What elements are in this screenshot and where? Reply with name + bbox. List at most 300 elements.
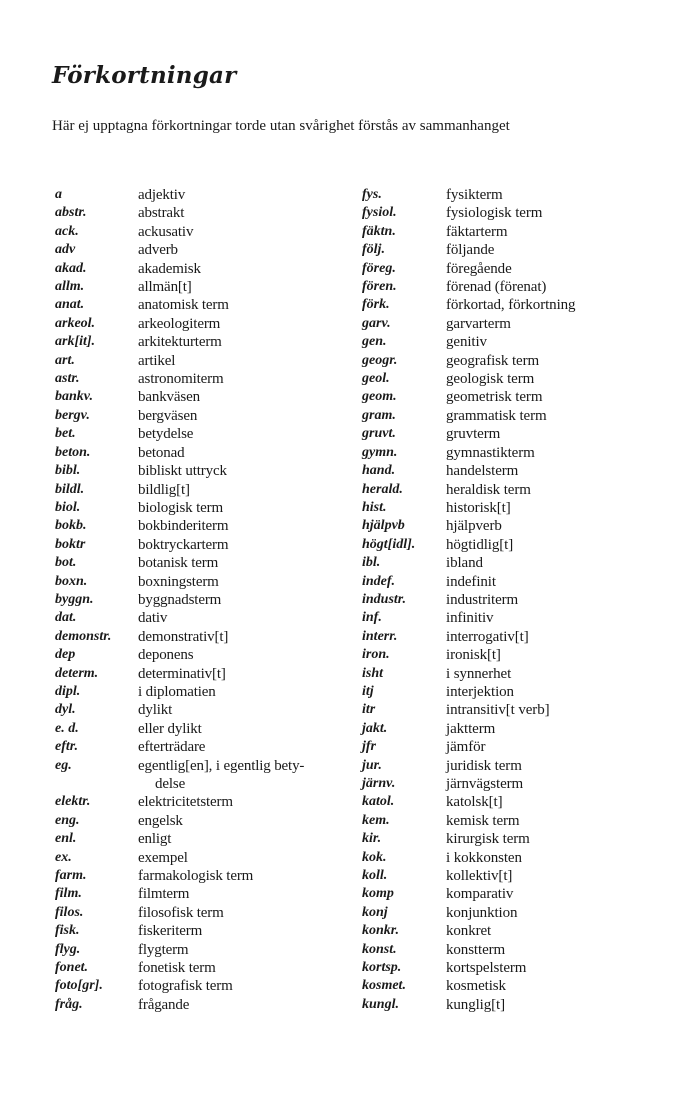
abbreviation-definition (446, 260, 662, 278)
abbreviation-entry (362, 830, 662, 848)
abbreviation: gen. (362, 334, 387, 350)
abbreviation: foto[gr]. (55, 978, 103, 994)
definition-text: dylikt (138, 702, 173, 719)
definition-text: biologisk term (138, 499, 223, 516)
abbreviation-definition (138, 333, 360, 351)
definition-text: filmterm (138, 886, 190, 903)
abbreviation-definition (446, 352, 662, 370)
abbreviation-definition (446, 720, 662, 738)
abbreviation: bildl. (55, 481, 85, 497)
abbreviation: eng. (55, 812, 80, 828)
abbreviation-list-right (362, 186, 662, 1014)
abbreviation: industr. (362, 591, 406, 607)
abbreviation-entry (55, 628, 360, 646)
abbreviation-definition (138, 481, 360, 499)
abbreviation-entry (55, 757, 360, 794)
abbreviation: gruvt. (362, 426, 396, 442)
abbreviation-definition (138, 959, 360, 977)
abbreviation: jfr (362, 739, 376, 755)
definition-text: eller dylikt (138, 720, 202, 737)
abbreviation-entry (362, 186, 662, 204)
abbreviation: boktr (55, 536, 86, 552)
abbreviation-definition (138, 573, 360, 591)
abbreviation-definition (446, 757, 662, 775)
abbreviation-definition (138, 628, 360, 646)
abbreviation-definition (138, 517, 360, 535)
abbreviation-definition (446, 333, 662, 351)
abbreviation-definition (446, 554, 662, 572)
abbreviation: flyg. (55, 941, 81, 957)
definition-text: garvarterm (446, 315, 511, 332)
abbreviation: isht (362, 665, 384, 681)
abbreviation-entry (55, 554, 360, 572)
abbreviation-entry (55, 793, 360, 811)
abbreviation-definition (138, 701, 360, 719)
definition-text: intransitiv[t verb] (446, 702, 550, 719)
abbreviation: byggn. (55, 591, 94, 607)
abbreviation-definition (138, 536, 360, 554)
definition-text: adjektiv (138, 187, 186, 203)
abbreviation: kungl. (362, 996, 399, 1012)
abbreviation-entry (362, 738, 662, 756)
abbreviation-definition (138, 904, 360, 922)
abbreviation-entry (362, 885, 662, 903)
definition-text: föregående (446, 260, 512, 277)
abbreviation-entry (55, 352, 360, 370)
definition-text: geometrisk term (446, 389, 543, 406)
abbreviation-definition (446, 278, 662, 296)
abbreviation: fys. (362, 187, 382, 202)
abbreviation: ibl. (362, 555, 381, 571)
definition-text: historisk[t] (446, 499, 511, 516)
definition-text: ibland (446, 555, 483, 572)
definition-text: botanisk term (138, 555, 219, 572)
definition-continuation: delse (155, 776, 186, 792)
abbreviation-definition (138, 315, 360, 333)
abbreviation-entry (55, 904, 360, 922)
definition-text: flygterm (138, 941, 189, 958)
abbreviation: gram. (362, 407, 396, 423)
abbreviation: ark[it]. (55, 334, 96, 350)
abbreviation-definition (446, 793, 662, 811)
abbreviation-entry (362, 812, 662, 830)
abbreviation-entry (362, 499, 662, 517)
abbreviation: gymn. (362, 444, 398, 460)
definition-text: geologisk term (446, 371, 535, 388)
definition-text: fysiologisk term (446, 205, 543, 222)
abbreviation: geom. (362, 389, 397, 405)
abbreviation: kir. (362, 831, 382, 847)
definition-text: interrogativ[t] (446, 628, 529, 645)
abbreviation-entry (362, 204, 662, 222)
abbreviation-definition (446, 646, 662, 664)
definition-text: förenad (förenat) (446, 279, 547, 296)
abbreviation-entry (55, 462, 360, 480)
abbreviation: a (55, 187, 62, 202)
abbreviation: anat. (55, 297, 85, 313)
abbreviation: fysiol. (362, 205, 397, 221)
abbreviation: determ. (55, 665, 99, 681)
definition-text: kemisk term (446, 812, 520, 829)
definition-text: akademisk (138, 260, 201, 277)
abbreviation-definition (446, 867, 662, 885)
abbreviation: interr. (362, 628, 398, 644)
definition-text: bibliskt uttryck (138, 463, 227, 480)
abbreviation: herald. (362, 481, 403, 497)
abbreviation: konst. (362, 941, 397, 957)
abbreviation-entry (55, 720, 360, 738)
definition-text: kirurgisk term (446, 831, 530, 848)
abbreviation-entry (55, 885, 360, 903)
abbreviation-definition (446, 701, 662, 719)
abbreviation: jur. (362, 757, 382, 773)
abbreviation: boxn. (55, 573, 88, 589)
definition-text: följande (446, 242, 495, 259)
abbreviation-entry (362, 296, 662, 314)
abbreviation-definition (138, 241, 360, 259)
definition-text: jämför (446, 739, 486, 756)
abbreviation: högt[idl]. (362, 536, 416, 552)
definition-text: demonstrativ[t] (138, 628, 229, 645)
abbreviation-entry (55, 573, 360, 591)
abbreviation: fonet. (55, 960, 89, 976)
abbreviation-definition (446, 830, 662, 848)
abbreviation-definition (446, 481, 662, 499)
abbreviation: e. d. (55, 720, 79, 736)
abbreviation-entry (55, 665, 360, 683)
abbreviation: föreg. (362, 260, 396, 276)
abbreviation: biol. (55, 499, 81, 515)
abbreviation-definition (138, 867, 360, 885)
abbreviation-entry (55, 922, 360, 940)
abbreviation-entry (362, 425, 662, 443)
abbreviation: bet. (55, 426, 76, 442)
abbreviation: katol. (362, 794, 395, 810)
definition-text: gruvterm (446, 426, 501, 443)
definition-text: artikel (138, 352, 176, 369)
abbreviation: inf. (362, 610, 382, 626)
definition-text: bergväsen (138, 407, 198, 424)
abbreviation-entry (55, 536, 360, 554)
abbreviation-definition (138, 941, 360, 959)
abbreviation-entry (55, 186, 360, 204)
definition-text: interjektion (446, 683, 514, 700)
abbreviation-entry (55, 370, 360, 388)
abbreviation-definition (138, 922, 360, 940)
definition-text: astronomiterm (138, 371, 224, 388)
abbreviation-entry (55, 591, 360, 609)
abbreviation-definition (138, 352, 360, 370)
abbreviation-definition (138, 609, 360, 627)
abbreviation-entry (55, 701, 360, 719)
abbreviation-entry (362, 315, 662, 333)
definition-text: bankväsen (138, 389, 200, 406)
abbreviation: dipl. (55, 683, 81, 699)
abbreviation-entry (362, 591, 662, 609)
abbreviation-entry (55, 941, 360, 959)
definition-text: heraldisk term (446, 481, 531, 498)
abbreviation: elektr. (55, 794, 91, 810)
abbreviation: itr (362, 702, 376, 718)
abbreviation-entry (362, 333, 662, 351)
abbreviation: bergv. (55, 407, 90, 423)
definition-text: byggnadsterm (138, 591, 222, 608)
abbreviation: dyl. (55, 702, 76, 718)
abbreviation-entry (362, 867, 662, 885)
abbreviation-entry (362, 793, 662, 811)
abbreviation-entry (362, 922, 662, 940)
abbreviation: adv (55, 242, 76, 258)
definition-text: ironisk[t] (446, 647, 501, 664)
abbreviation-entry (55, 388, 360, 406)
abbreviation-list-left (55, 186, 360, 1014)
abbreviation: geol. (362, 371, 390, 387)
definition-text: geografisk term (446, 352, 540, 369)
abbreviation-definition (446, 204, 662, 222)
definition-text: gymnastikterm (446, 444, 535, 461)
definition-text: järnvägsterm (446, 776, 524, 792)
abbreviation-definition (446, 885, 662, 903)
definition-text: kosmetisk (446, 978, 506, 995)
abbreviation: bibl. (55, 463, 81, 479)
abbreviation: järnv. (362, 776, 396, 791)
abbreviation: eftr. (55, 739, 78, 755)
abbreviation-entry (55, 444, 360, 462)
abbreviation: enl. (55, 831, 77, 847)
abbreviation-entry (55, 278, 360, 296)
abbreviation-definition (138, 186, 360, 204)
abbreviation-entry (55, 407, 360, 425)
abbreviation: hjälpvb (362, 518, 405, 534)
definition-text: determinativ[t] (138, 665, 226, 682)
abbreviation-definition (138, 720, 360, 738)
abbreviation-entry (362, 462, 662, 480)
abbreviation-entry (362, 996, 662, 1014)
definition-text: komparativ (446, 886, 514, 903)
definition-text: fysikterm (446, 187, 503, 203)
abbreviation-entry (55, 959, 360, 977)
definition-text: deponens (138, 647, 194, 664)
abbreviation-definition (138, 977, 360, 995)
abbreviation-entry (362, 977, 662, 995)
abbreviation-definition (446, 296, 662, 314)
abbreviation-entry (55, 867, 360, 885)
abbreviation: iron. (362, 647, 390, 663)
abbreviation-definition (138, 554, 360, 572)
definition-text: ackusativ (138, 223, 194, 240)
abbreviation-definition (138, 407, 360, 425)
abbreviation-definition (446, 186, 662, 204)
abbreviation-definition (138, 296, 360, 314)
abbreviation-entry (362, 904, 662, 922)
abbreviation-definition (138, 499, 360, 517)
abbreviation: itj (362, 683, 374, 699)
abbreviation-definition (138, 462, 360, 480)
definition-text: grammatisk term (446, 407, 547, 424)
abbreviation-definition (446, 775, 662, 793)
abbreviation-entry (362, 517, 662, 535)
abbreviation: allm. (55, 279, 85, 295)
abbreviation-entry (55, 849, 360, 867)
abbreviation-definition (446, 315, 662, 333)
definition-text: betydelse (138, 426, 194, 443)
definition-text: enligt (138, 831, 172, 848)
abbreviation: kosmet. (362, 978, 406, 994)
abbreviation-entry (362, 959, 662, 977)
definition-text: adverb (138, 242, 178, 259)
abbreviation-definition (446, 683, 662, 701)
abbreviation-entry (55, 499, 360, 517)
definition-text: frågande (138, 996, 190, 1013)
definition-text: kunglig[t] (446, 996, 505, 1013)
abbreviation-entry (362, 775, 662, 793)
abbreviation-definition (446, 849, 662, 867)
abbreviation: fäktn. (362, 223, 396, 239)
abbreviation: kem. (362, 812, 390, 828)
abbreviation-entry (362, 260, 662, 278)
abbreviation-definition (138, 757, 360, 794)
definition-text: betonad (138, 444, 185, 461)
definition-text: kortspelsterm (446, 960, 527, 977)
definition-text: fonetisk term (138, 960, 216, 977)
definition-text: hjälpverb (446, 518, 502, 535)
definition-text: juridisk term (446, 757, 522, 774)
abbreviation-entry (362, 481, 662, 499)
abbreviation-entry (55, 223, 360, 241)
abbreviation: garv. (362, 315, 391, 331)
abbreviation-definition (138, 388, 360, 406)
abbreviation-entry (362, 646, 662, 664)
abbreviation-definition (138, 260, 360, 278)
definition-text: allmän[t] (138, 279, 192, 296)
abbreviation-entry (362, 628, 662, 646)
abbreviation-definition (446, 922, 662, 940)
definition-text: filosofisk term (138, 904, 224, 921)
abbreviation-entry (362, 665, 662, 683)
abbreviation-definition (138, 665, 360, 683)
abbreviation-definition (446, 996, 662, 1014)
abbreviation-entry (362, 444, 662, 462)
definition-text: infinitiv (446, 610, 494, 627)
abbreviation-definition (138, 591, 360, 609)
abbreviation-definition (138, 885, 360, 903)
abbreviation-definition (138, 204, 360, 222)
abbreviation-definition (446, 628, 662, 646)
abbreviation-definition (138, 683, 360, 701)
definition-text: efterträdare (138, 739, 206, 756)
abbreviation: indef. (362, 573, 396, 589)
abbreviation-entry (362, 941, 662, 959)
abbreviation-definition (138, 370, 360, 388)
abbreviation: följ. (362, 242, 385, 258)
abbreviation-definition (446, 241, 662, 259)
abbreviation-entry (362, 757, 662, 775)
abbreviation: abstr. (55, 205, 87, 221)
definition-text: dativ (138, 610, 168, 627)
abbreviation-definition (446, 499, 662, 517)
abbreviation: geogr. (362, 352, 398, 368)
definition-text: konstterm (446, 941, 506, 958)
abbreviation: art. (55, 352, 75, 368)
abbreviation-entry (55, 315, 360, 333)
abbreviation-definition (446, 223, 662, 241)
abbreviation: fören. (362, 279, 397, 295)
abbreviation: eg. (55, 757, 72, 773)
abbreviation: komp (362, 886, 394, 902)
abbreviation-definition (138, 793, 360, 811)
abbreviation: kok. (362, 849, 387, 865)
abbreviation: dat. (55, 610, 77, 626)
abbreviation-entry (362, 407, 662, 425)
abbreviation-entry (55, 517, 360, 535)
abbreviation: arkeol. (55, 315, 96, 331)
abbreviation-entry (362, 573, 662, 591)
abbreviation: ack. (55, 223, 79, 239)
abbreviation-entry (362, 352, 662, 370)
abbreviation-definition (138, 738, 360, 756)
abbreviation: förk. (362, 297, 390, 313)
definition-text: kollektiv[t] (446, 868, 513, 885)
abbreviation: koll. (362, 868, 388, 884)
abbreviation-entry (55, 609, 360, 627)
abbreviation-entry (55, 830, 360, 848)
abbreviation-entry (55, 425, 360, 443)
abbreviation-entry (362, 370, 662, 388)
abbreviation: akad. (55, 260, 87, 276)
definition-text: konjunktion (446, 904, 518, 921)
abbreviation: hist. (362, 499, 387, 515)
abbreviation-entry (362, 849, 662, 867)
abbreviation-entry (362, 536, 662, 554)
abbreviation-entry (55, 260, 360, 278)
definition-text: egentlig[en], i egentlig bety- (138, 757, 305, 774)
definition-text: farmakologisk term (138, 868, 254, 885)
abbreviation: bokb. (55, 518, 87, 534)
definition-text: genitiv (446, 334, 487, 351)
definition-text: handelsterm (446, 463, 519, 480)
abbreviation-definition (446, 462, 662, 480)
abbreviation: dep (55, 647, 76, 663)
abbreviation-entry (55, 812, 360, 830)
abbreviation-entry (362, 223, 662, 241)
abbreviation-definition (446, 959, 662, 977)
abbreviation-entry (362, 388, 662, 406)
abbreviation-definition (138, 849, 360, 867)
definition-text: exempel (138, 849, 188, 866)
abbreviation: kortsp. (362, 960, 402, 976)
abbreviation: fisk. (55, 923, 80, 939)
abbreviation-entry (362, 683, 662, 701)
definition-text: fiskeriterm (138, 923, 203, 940)
definition-text: engelsk (138, 812, 183, 829)
abbreviation-definition (446, 444, 662, 462)
abbreviation-definition (138, 278, 360, 296)
abbreviation: bot. (55, 555, 77, 571)
abbreviation-definition (138, 996, 360, 1014)
abbreviation-definition (138, 223, 360, 241)
abbreviation-definition (446, 591, 662, 609)
definition-text: boktryckarterm (138, 536, 229, 553)
abbreviation-entry (55, 996, 360, 1014)
abbreviation-entry (55, 333, 360, 351)
abbreviation-definition (138, 444, 360, 462)
definition-text: i kokkonsten (446, 849, 522, 866)
page-title: Förkortningar (52, 62, 237, 89)
abbreviation-definition (138, 812, 360, 830)
abbreviation-definition (446, 812, 662, 830)
abbreviation: konkr. (362, 923, 399, 939)
definition-text: i diplomatien (138, 683, 216, 700)
